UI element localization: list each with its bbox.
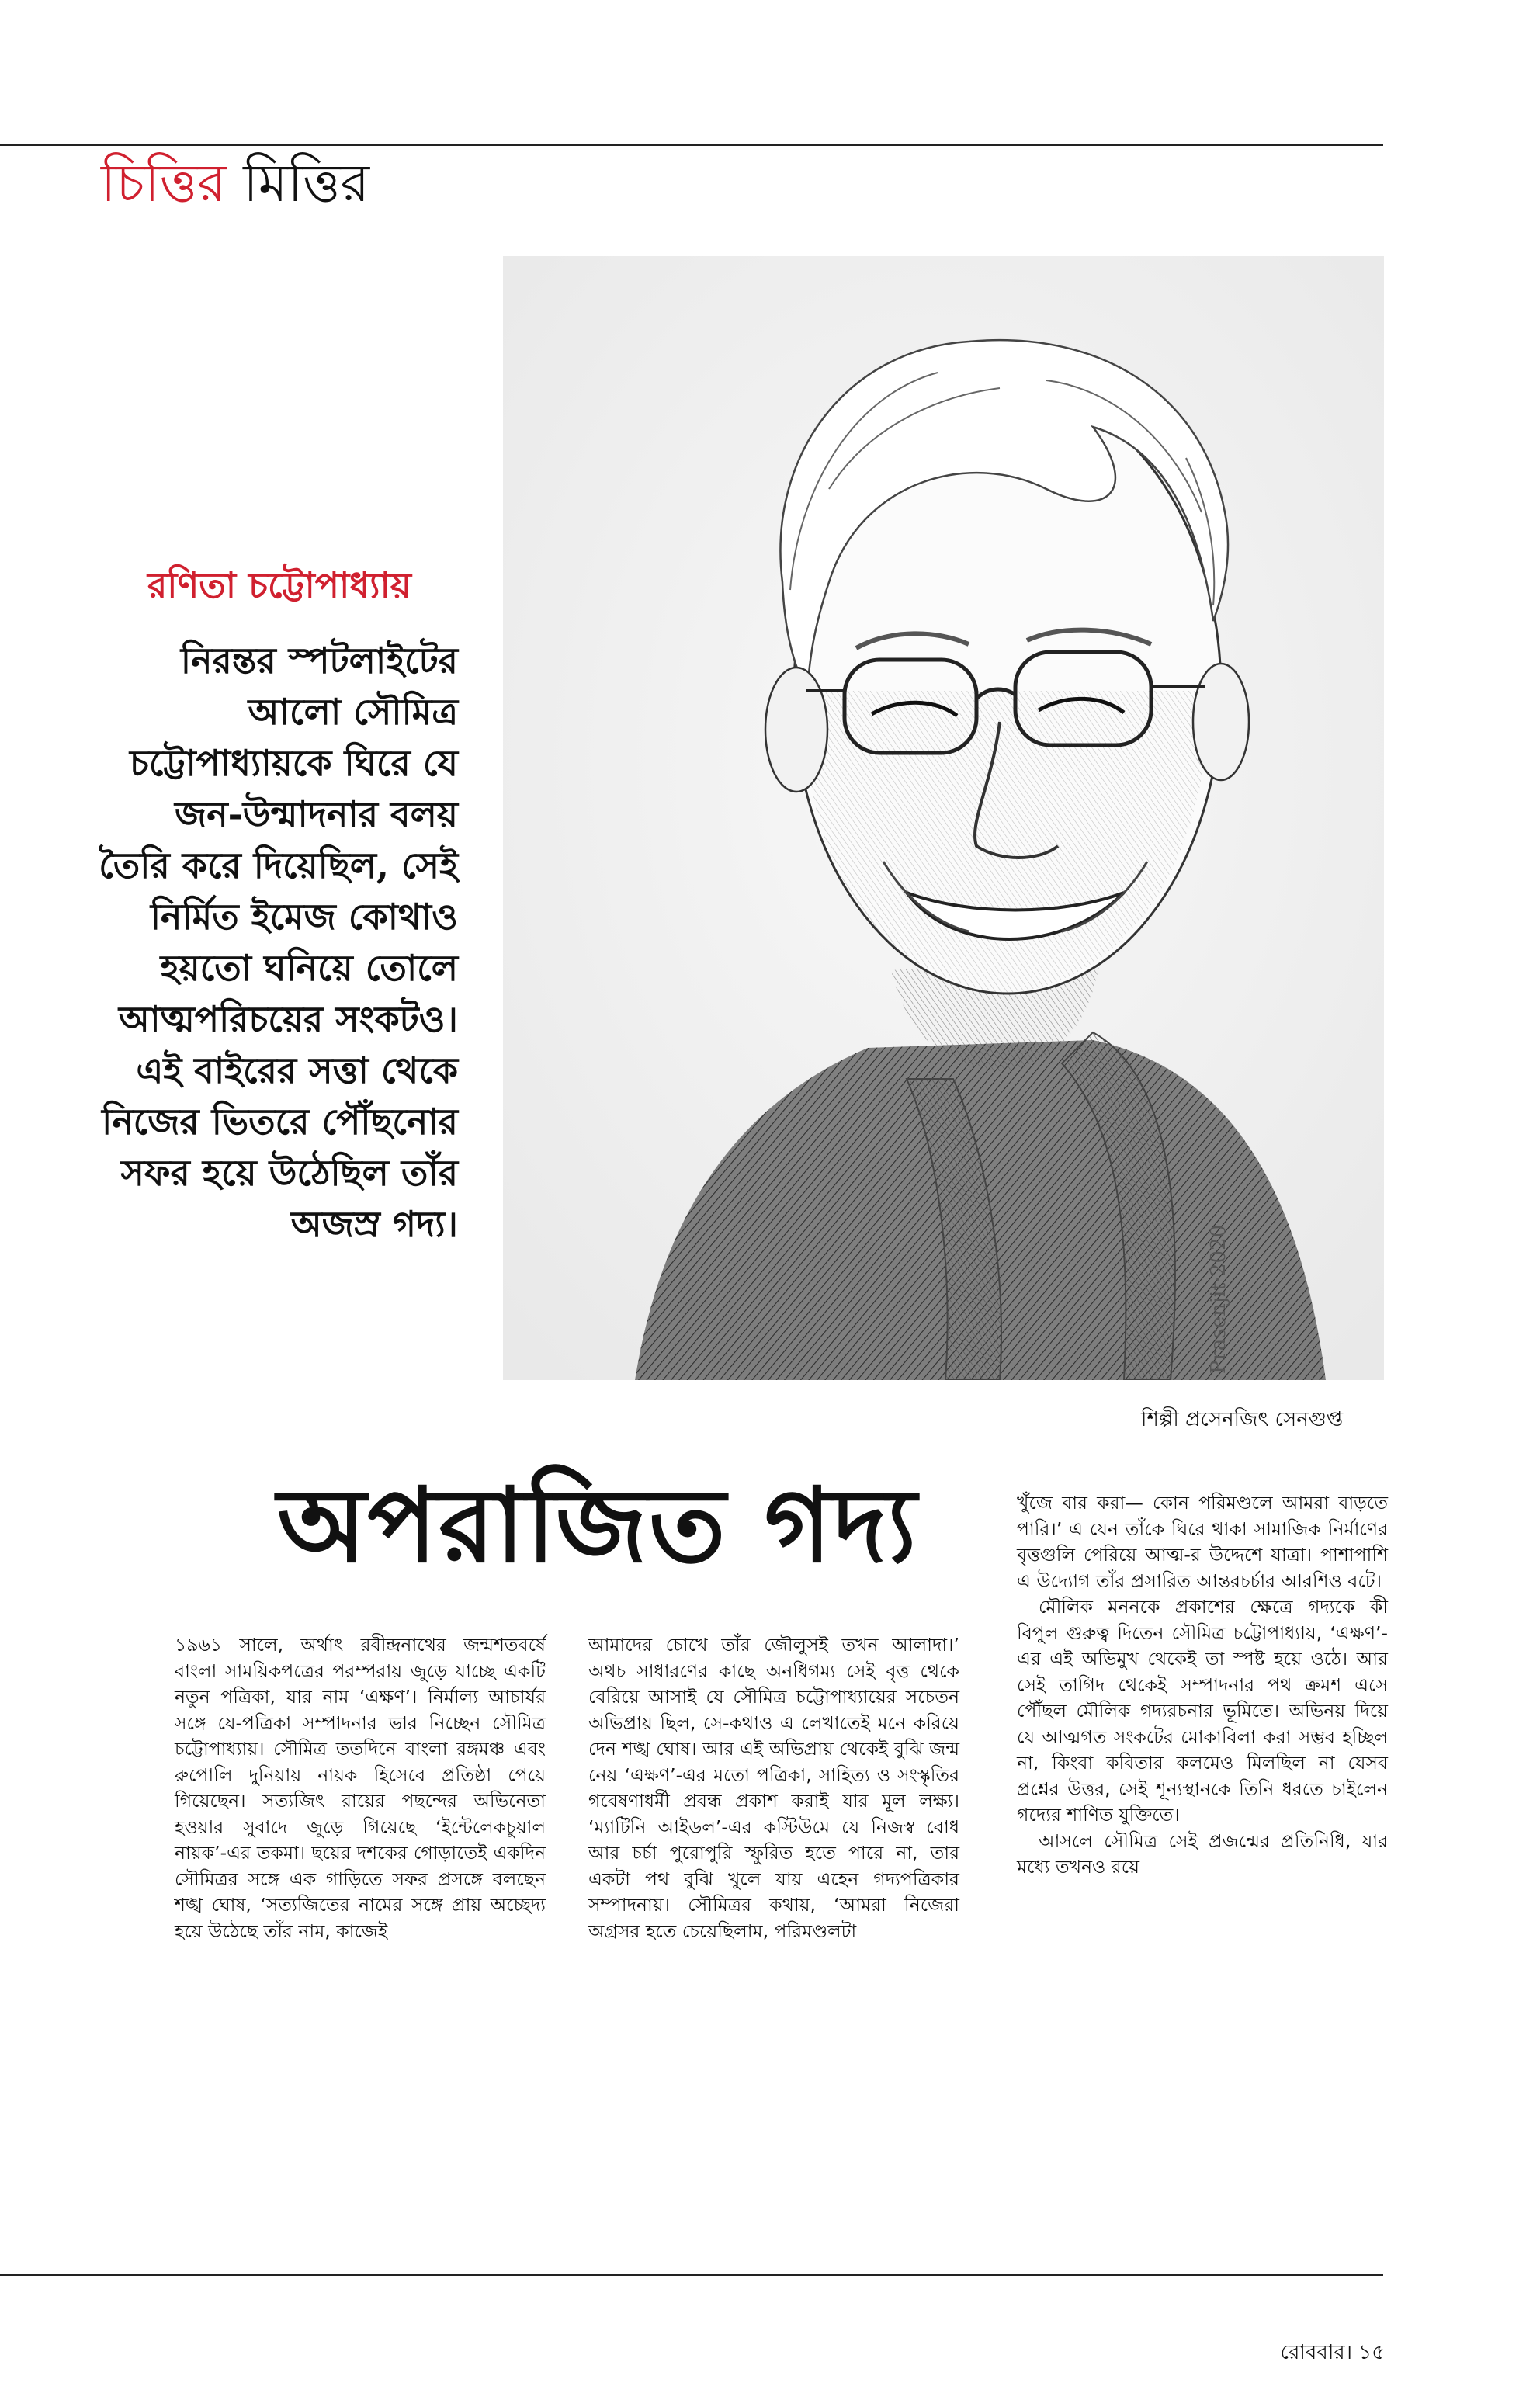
paragraph: আসলে সৌমিত্র সেই প্রজন্মের প্রতিনিধি, যার মধ্যে তখনও রয়ে — [1017, 1829, 1388, 1878]
portrait-sketch — [503, 256, 1384, 1380]
section-title-red: চিত্তির — [101, 153, 227, 214]
body-column-1 — [175, 1632, 546, 1944]
illustration-credit: শিল্পী প্রসেনজিৎ সেনগুপ্ত — [1141, 1408, 1344, 1431]
paragraph: ১৯৬১ সালে, অর্থাৎ রবীন্দ্রনাথের জন্মশতবর্ষে বাংলা সাময়িকপত্রের পরম্পরায় জুড়ে যাচ্ছে একটি নতুন পত্রিকা, যার নাম ‘এক্ষণ’। নির্মাল্য আচার্যর সঙ্গে যে-পত্রিকা সম্পাদনার ভার নিচ্ছেন সৌমিত্র চট্টোপাধ্যায়। সৌমিত্র ততদিনে বাংলা রঙ্গমঞ্চ এবং রুপোলি দুনিয়ায় নায়ক হিসেবে প্রতিষ্ঠা পেয়ে গিয়েছেন। সত্যজিৎ রায়ের পছন্দের অভিনেতা হওয়ার সুবাদে জুড়ে গিয়েছে ‘ইন্টেলেকচুয়াল নায়ক’-এর তকমা। ছয়ের দশকের গোড়াতেই একদিন সৌমিত্রর সঙ্গে এক গাড়িতে সফর প্রসঙ্গে বলছেন শঙ্খ ঘোষ, ‘সত্যজিতের নামের সঙ্গে প্রায় অচ্ছেদ্য হয়ে উঠেছে তাঁর নাম, কাজেই — [175, 1634, 546, 1942]
bottom-rule — [0, 2274, 1383, 2276]
top-rule — [0, 144, 1383, 146]
paragraph: খুঁজে বার করা— কোন পরিমণ্ডলে আমরা বাড়তে পারি।’ এ যেন তাঁকে ঘিরে থাকা সামাজিক নির্মাণের বৃত্তগুলি পেরিয়ে আত্ম-র উদ্দেশে যাত্রা। পাশাপাশি এ উদ্যোগ তাঁর প্রসারিত আন্তরচর্চার আরশিও বটে। — [1017, 1492, 1388, 1592]
portrait-illustration — [503, 256, 1384, 1380]
paragraph: মৌলিক মননকে প্রকাশের ক্ষেত্রে গদ্যকে কী বিপুল গুরুত্ব দিতেন সৌমিত্র চট্টোপাধ্যায়, ‘এক্ষণ’-এর এই অভিমুখ থেকেই তা স্পষ্ট হয়ে ওঠে। আর সেই তাগিদ থেকেই সম্পাদনার পথ ক্রমশ এসে পৌঁছল মৌলিক গদ্যরচনার ভূমিতে। অভিনয় দিয়ে যে আত্মগত সংকটের মোকাবিলা করা সম্ভব হচ্ছিল না, কিংবা কবিতার কলমেও মিলছিল না যেসব প্রশ্নের উত্তর, সেই শূন্যস্থানকে তিনি ধরতে চাইলেন গদ্যের শাণিত যুক্তিতে। — [1017, 1596, 1388, 1826]
body-column-2 — [588, 1632, 959, 1944]
page-folio: রোববার। ১৫ — [1280, 2341, 1385, 2364]
body-column-3 — [1017, 1490, 1388, 1881]
article-headline: অপরাজিত গদ্য — [277, 1465, 918, 1586]
svg-text:Prasenjit·2020: Prasenjit·2020 — [1207, 1224, 1230, 1374]
paragraph: আমাদের চোখে তাঁর জৌলুসই তখন আলাদা।’ অথচ সাধারণের কাছে অনধিগম্য সেই বৃত্ত থেকে বেরিয়ে আসাই যে সৌমিত্র চট্টোপাধ্যায়ের সচেতন অভিপ্রায় ছিল, সে-কথাও এ লেখাতেই মনে করিয়ে দেন শঙ্খ ঘোষ। আর এই অভিপ্রায় থেকেই বুঝি জন্ম নেয় ‘এক্ষণ’-এর মতো পত্রিকা, সাহিত্য ও সংস্কৃতির গবেষণাধর্মী প্রবন্ধ প্রকাশ করাই যার মূল লক্ষ্য। ‘ম্যাটিনি আইডল’-এর কস্টিউমে যে নিজস্ব বোধ আর চর্চা পুরোপুরি স্ফুরিত হতে পারে না, তার একটা পথ বুঝি খুলে যায় এহেন গদ্যপত্রিকার সম্পাদনায়। সৌমিত্রর কথায়, ‘আমরা নিজেরা অগ্রসর হতে চেয়েছিলাম, পরিমণ্ডলটা — [588, 1634, 959, 1942]
author-byline: রণিতা চট্টোপাধ্যায় — [147, 564, 411, 606]
section-title-black: মিত্তির — [243, 153, 369, 214]
intro-blurb: নিরন্তর স্পটলাইটের আলো সৌমিত্র চট্টোপাধ্যায়কে ঘিরে যে জন-উন্মাদনার বলয় তৈরি করে দিয়েছিল, সেই নির্মিত ইমেজ কোথাও হয়তো ঘনিয়ে তোলে আত্মপরিচয়ের সংকটও। এই বাইরের সত্তা থেকে নিজের ভিতরে পৌঁছনোর সফর হয়ে উঠেছিল তাঁর অজস্র গদ্য। — [99, 640, 458, 1245]
section-header — [101, 152, 369, 216]
